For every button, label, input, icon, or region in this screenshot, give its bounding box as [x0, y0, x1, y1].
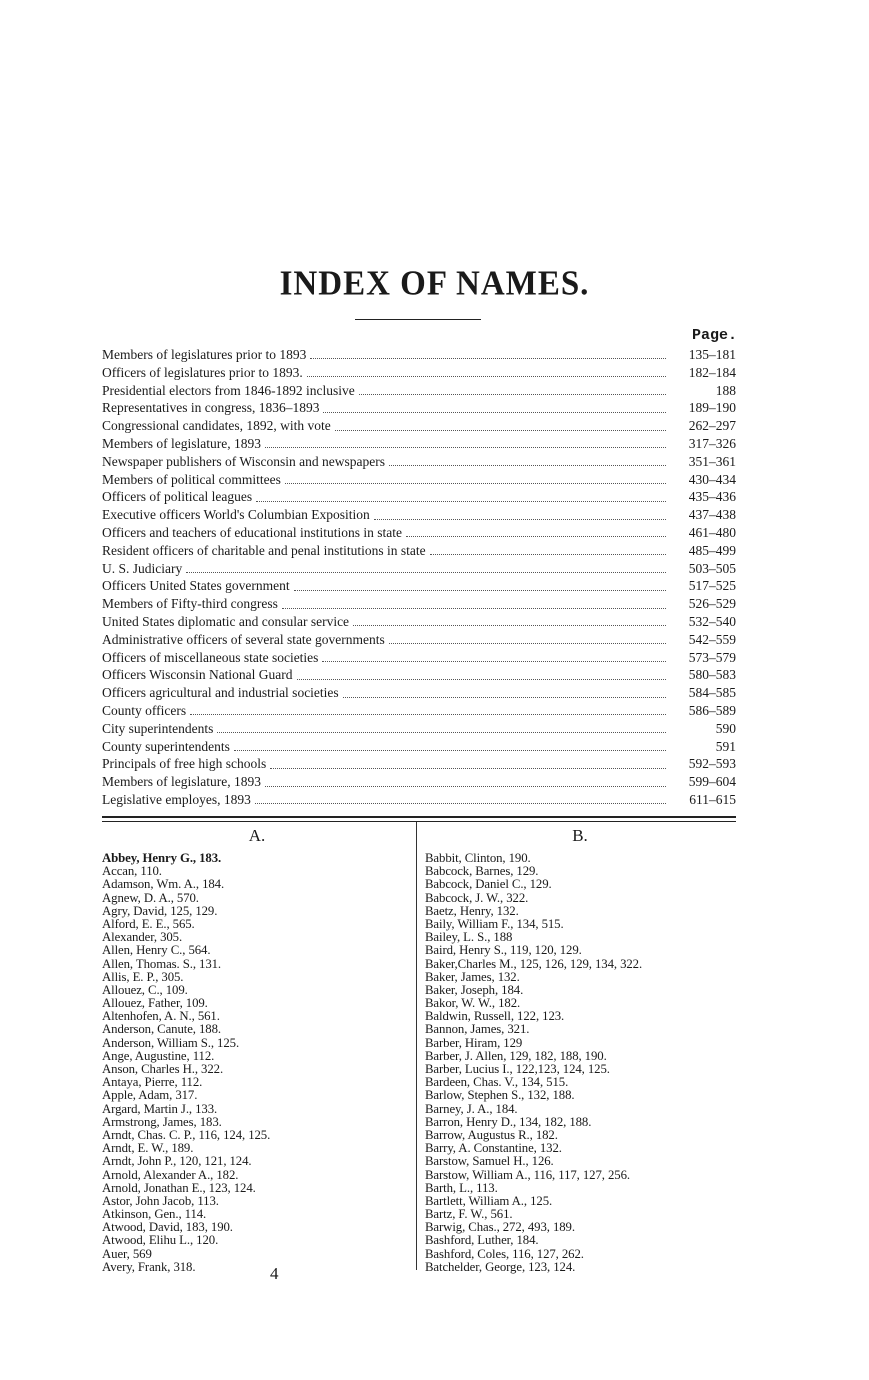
name-entry: Ange, Augustine, 112. — [102, 1048, 215, 1063]
name-entry: Barstow, Samuel H., 126. — [425, 1154, 554, 1169]
toc-label: County superintendents — [102, 738, 230, 754]
name-entry: Agry, David, 125, 129. — [102, 903, 218, 918]
name-entry: Astor, John Jacob, 113. — [102, 1193, 219, 1208]
toc-pages: 526–529 — [688, 596, 736, 612]
toc-row — [102, 471, 736, 489]
leader-dots — [217, 720, 666, 733]
name-entry: Arnold, Alexander A., 182. — [102, 1167, 239, 1182]
toc-label: Officers United States government — [102, 578, 290, 594]
name-entry: Alexander, 305. — [102, 930, 183, 945]
name-entry: Babcock, Daniel C., 129. — [425, 877, 552, 892]
toc-label: Members of Fifty-third congress — [102, 596, 278, 612]
toc-pages: 590 — [715, 720, 736, 736]
toc-label: Presidential electors from 1846-1892 inclusive — [102, 382, 355, 398]
toc-row — [102, 613, 736, 631]
leader-dots — [186, 560, 666, 573]
toc-label: Resident officers of charitable and penal institutions in state — [102, 542, 426, 558]
name-entry: Barber, J. Allen, 129, 182, 188, 190. — [425, 1048, 607, 1063]
toc-label: Officers agricultural and industrial societies — [102, 685, 339, 701]
column-b-heading: B. — [572, 826, 588, 845]
toc-label: Officers of political leagues — [102, 489, 253, 505]
name-entry: Baker, James, 132. — [425, 969, 520, 984]
toc-pages: 573–579 — [688, 649, 736, 665]
toc-pages: 580–583 — [688, 667, 736, 683]
leader-dots — [359, 382, 666, 395]
name-entry: Barlow, Stephen S., 132, 188. — [425, 1088, 575, 1103]
toc-pages: 599–604 — [688, 774, 736, 790]
leader-dots — [270, 756, 666, 769]
name-entry: Atwood, David, 183, 190. — [102, 1220, 233, 1235]
column-divider — [416, 822, 417, 1270]
leader-dots — [322, 649, 666, 662]
name-entry: Apple, Adam, 317. — [102, 1088, 198, 1103]
leader-dots — [389, 631, 666, 644]
name-entry: Babbit, Clinton, 190. — [425, 851, 531, 865]
name-entry: Argard, Martin J., 133. — [102, 1101, 218, 1116]
toc-row — [102, 524, 736, 542]
toc-label: U. S. Judiciary — [102, 560, 183, 576]
toc-row — [102, 755, 736, 773]
toc-label: Members of legislature, 1893 — [102, 774, 261, 790]
name-entry: Baker, Joseph, 184. — [425, 982, 524, 997]
leader-dots — [294, 578, 666, 591]
toc-label: Officers and teachers of educational institutions in state — [102, 524, 403, 540]
name-entry: Baetz, Henry, 132. — [425, 903, 519, 918]
name-entry: Barrow, Augustus R., 182. — [425, 1127, 558, 1142]
name-entry: Bashford, Luther, 184. — [425, 1233, 539, 1248]
toc-label: Representatives in congress, 1836–1893 — [102, 400, 320, 416]
toc-pages: 542–559 — [688, 631, 736, 647]
title-rule — [355, 319, 481, 320]
toc-label: Principals of free high schools — [102, 756, 267, 772]
toc-row — [102, 488, 736, 506]
name-entry: Allis, E. P., 305. — [102, 969, 184, 984]
name-entry: Abbey, Henry G., 183. — [102, 851, 222, 865]
name-entry: Barstow, William A., 116, 117, 127, 256. — [425, 1167, 630, 1182]
toc-pages: 532–540 — [688, 613, 736, 629]
toc-pages: 592–593 — [688, 756, 736, 772]
toc-row — [102, 791, 736, 809]
leader-dots — [406, 524, 666, 537]
toc-row — [102, 542, 736, 560]
name-entry: Antaya, Pierre, 112. — [102, 1075, 203, 1090]
toc-row — [102, 631, 736, 649]
toc-row — [102, 666, 736, 684]
name-entry: Auer, 569 — [102, 1246, 152, 1261]
leader-dots — [234, 738, 666, 751]
name-entry: Baker,Charles M., 125, 126, 129, 134, 322. — [425, 956, 643, 971]
toc-pages: 611–615 — [689, 791, 736, 807]
name-entry: Arndt, E. W., 189. — [102, 1141, 194, 1156]
name-entry: Barry, A. Constantine, 132. — [425, 1141, 562, 1156]
toc-row — [102, 577, 736, 595]
name-entry: Avery, Frank, 318. — [102, 1259, 196, 1274]
name-entry: Allouez, Father, 109. — [102, 996, 208, 1011]
toc-label: Officers of miscellaneous state societies — [102, 649, 319, 665]
leader-dots — [265, 774, 666, 787]
leader-dots — [374, 507, 666, 520]
toc-pages: 517–525 — [688, 578, 736, 594]
leader-dots — [282, 596, 666, 609]
leader-dots — [255, 791, 666, 804]
leader-dots — [307, 364, 666, 377]
name-entry: Bardeen, Chas. V., 134, 515. — [425, 1075, 569, 1090]
leader-dots — [335, 418, 666, 431]
toc-label: Administrative officers of several state governments — [102, 631, 385, 647]
name-entry: Baldwin, Russell, 122, 123. — [425, 1009, 565, 1024]
name-entry: Bailey, L. S., 188 — [425, 930, 513, 945]
toc-row — [102, 560, 736, 578]
name-entry: Arnold, Jonathan E., 123, 124. — [102, 1180, 256, 1195]
name-entry: Barth, L., 113. — [425, 1180, 498, 1195]
name-entry: Adamson, Wm. A., 184. — [102, 877, 225, 892]
leader-dots — [265, 435, 666, 448]
toc-row — [102, 506, 736, 524]
toc-row — [102, 649, 736, 667]
toc-row — [102, 417, 736, 435]
toc-pages: 430–434 — [688, 471, 736, 487]
name-entry: Alford, E. E., 565. — [102, 916, 195, 931]
toc-pages: 351–361 — [688, 453, 736, 469]
toc-label: Congressional candidates, 1892, with vote — [102, 418, 331, 434]
name-entry: Allen, Henry C., 564. — [102, 943, 211, 958]
leader-dots — [190, 702, 666, 715]
name-entry: Agnew, D. A., 570. — [102, 890, 199, 905]
name-entry: Babcock, J. W., 322. — [425, 890, 529, 905]
name-entry: Atwood, Elihu L., 120. — [102, 1233, 219, 1248]
name-entry: Anderson, Canute, 188. — [102, 1022, 221, 1037]
name-entry: Arndt, Chas. C. P., 116, 124, 125. — [102, 1127, 271, 1142]
toc-label: Executive officers World's Columbian Exposition — [102, 507, 370, 523]
toc-pages: 485–499 — [688, 542, 736, 558]
name-entry: Bannon, James, 321. — [425, 1022, 530, 1037]
toc-row — [102, 720, 736, 738]
toc-label: County officers — [102, 702, 187, 718]
leader-dots — [256, 489, 666, 502]
page-title: INDEX OF NAMES. — [279, 265, 590, 303]
toc-label: City superintendents — [102, 720, 214, 736]
toc-row — [102, 399, 736, 417]
name-entry: Barber, Lucius I., 122,123, 124, 125. — [425, 1062, 610, 1076]
toc-row — [102, 382, 736, 400]
name-entry: Arndt, John P., 120, 121, 124. — [102, 1154, 252, 1169]
toc-row — [102, 702, 736, 720]
toc-row — [102, 773, 736, 791]
leader-dots — [323, 400, 666, 413]
toc-label: Newspaper publishers of Wisconsin and newspapers — [102, 453, 386, 469]
toc-row — [102, 364, 736, 382]
toc-row — [102, 595, 736, 613]
name-entry: Allouez, C., 109. — [102, 982, 188, 997]
leader-dots — [285, 471, 666, 484]
names-column-b — [425, 852, 735, 1274]
page-number: 4 — [270, 1264, 279, 1283]
names-column-a — [102, 852, 412, 1274]
name-entry: Bakor, W. W., 182. — [425, 996, 521, 1011]
section-divider — [102, 816, 736, 822]
toc-row — [102, 346, 736, 364]
toc-row — [102, 435, 736, 453]
name-entry: Altenhofen, A. N., 561. — [102, 1009, 220, 1024]
toc-pages: 262–297 — [688, 418, 736, 434]
name-entry: Accan, 110. — [102, 864, 162, 879]
name-entry: Bartz, F. W., 561. — [425, 1207, 513, 1222]
toc-pages: 189–190 — [688, 400, 736, 416]
name-entry: Allen, Thomas. S., 131. — [102, 956, 222, 971]
toc-pages: 135–181 — [688, 347, 736, 362]
name-entry: Babcock, Barnes, 129. — [425, 864, 539, 879]
toc-pages: 586–589 — [688, 702, 736, 718]
name-entry: Anson, Charles H., 322. — [102, 1062, 224, 1076]
toc-label: Officers Wisconsin National Guard — [102, 667, 293, 683]
name-entry: Baily, William F., 134, 515. — [425, 916, 564, 931]
toc-label: United States diplomatic and consular service — [102, 613, 350, 629]
toc-pages: 584–585 — [688, 685, 736, 701]
toc-label: Members of legislature, 1893 — [102, 435, 261, 451]
name-entry: Batchelder, George, 123, 124. — [425, 1259, 576, 1274]
name-entry: Barwig, Chas., 272, 493, 189. — [425, 1220, 575, 1235]
leader-dots — [297, 667, 666, 680]
name-entry: Atkinson, Gen., 114. — [102, 1207, 207, 1222]
name-entry: Barron, Henry D., 134, 182, 188. — [425, 1114, 592, 1129]
toc-row — [102, 738, 736, 756]
toc-pages: 591 — [715, 738, 736, 754]
toc-label: Members of legislatures prior to 1893 — [102, 347, 307, 362]
toc-row — [102, 684, 736, 702]
toc-pages: 435–436 — [688, 489, 736, 505]
name-entry: Bartlett, William A., 125. — [425, 1193, 553, 1208]
toc-pages: 188 — [715, 382, 736, 398]
name-entry: Bashford, Coles, 116, 127, 262. — [425, 1246, 584, 1261]
toc-pages: 182–184 — [688, 364, 736, 380]
name-entry: Armstrong, James, 183. — [102, 1114, 222, 1129]
toc-label: Officers of legislatures prior to 1893. — [102, 364, 303, 380]
name-entry: Anderson, William S., 125. — [102, 1035, 240, 1050]
toc-pages: 317–326 — [688, 435, 736, 451]
leader-dots — [389, 453, 666, 466]
page-column-heading: Page. — [692, 327, 738, 344]
toc-pages: 461–480 — [688, 524, 736, 540]
toc-pages: 503–505 — [688, 560, 736, 576]
leader-dots — [343, 685, 666, 698]
name-entry: Barney, J. A., 184. — [425, 1101, 518, 1116]
leader-dots — [310, 346, 666, 359]
index-table-of-contents — [102, 346, 736, 809]
column-a-heading: A. — [248, 826, 266, 845]
toc-label: Legislative employes, 1893 — [102, 791, 251, 807]
name-entry: Barber, Hiram, 129 — [425, 1035, 523, 1050]
leader-dots — [430, 542, 666, 555]
toc-row — [102, 453, 736, 471]
name-entry: Baird, Henry S., 119, 120, 129. — [425, 943, 582, 958]
leader-dots — [353, 613, 666, 626]
toc-pages: 437–438 — [688, 507, 736, 523]
toc-label: Members of political committees — [102, 471, 281, 487]
